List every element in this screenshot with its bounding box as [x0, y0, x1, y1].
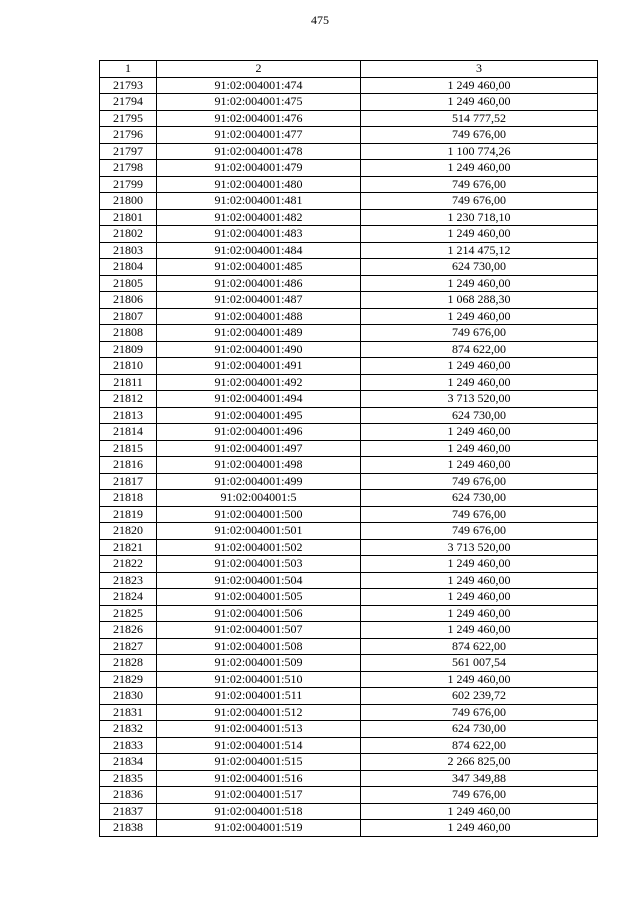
column-header-1: 1 [100, 61, 157, 78]
row-number-cell: 21796 [100, 127, 157, 144]
value-cell: 514 777,52 [361, 110, 598, 127]
cadastral-number-cell: 91:02:004001:513 [157, 721, 361, 738]
table-row [100, 770, 598, 787]
cadastral-number-cell: 91:02:004001:483 [157, 226, 361, 243]
value-cell: 1 249 460,00 [361, 374, 598, 391]
table-header [100, 61, 598, 78]
table-row [100, 391, 598, 408]
row-number-cell: 21806 [100, 292, 157, 309]
cadastral-number-cell: 91:02:004001:507 [157, 622, 361, 639]
value-cell: 749 676,00 [361, 473, 598, 490]
row-number-cell: 21822 [100, 556, 157, 573]
value-cell: 3 713 520,00 [361, 391, 598, 408]
row-number-cell: 21809 [100, 341, 157, 358]
value-cell: 1 249 460,00 [361, 308, 598, 325]
cadastral-number-cell: 91:02:004001:476 [157, 110, 361, 127]
table-row [100, 407, 598, 424]
table-row [100, 275, 598, 292]
table-row [100, 341, 598, 358]
row-number-cell: 21800 [100, 193, 157, 210]
row-number-cell: 21801 [100, 209, 157, 226]
value-cell: 2 266 825,00 [361, 754, 598, 771]
table-row [100, 638, 598, 655]
cadastral-number-cell: 91:02:004001:514 [157, 737, 361, 754]
cadastral-number-cell: 91:02:004001:509 [157, 655, 361, 672]
cadastral-number-cell: 91:02:004001:478 [157, 143, 361, 160]
cadastral-number-cell: 91:02:004001:503 [157, 556, 361, 573]
cadastral-number-cell: 91:02:004001:480 [157, 176, 361, 193]
row-number-cell: 21824 [100, 589, 157, 606]
row-number-cell: 21836 [100, 787, 157, 804]
table-row [100, 787, 598, 804]
value-cell: 624 730,00 [361, 490, 598, 507]
value-cell: 1 249 460,00 [361, 226, 598, 243]
registry-table [99, 60, 598, 837]
table-row [100, 242, 598, 259]
cadastral-number-cell: 91:02:004001:506 [157, 605, 361, 622]
row-number-cell: 21819 [100, 506, 157, 523]
cadastral-number-cell: 91:02:004001:497 [157, 440, 361, 457]
value-cell: 874 622,00 [361, 737, 598, 754]
table-row [100, 325, 598, 342]
table-row [100, 671, 598, 688]
row-number-cell: 21830 [100, 688, 157, 705]
table-row [100, 226, 598, 243]
table-body [100, 77, 598, 836]
value-cell: 1 249 460,00 [361, 671, 598, 688]
cadastral-number-cell: 91:02:004001:494 [157, 391, 361, 408]
cadastral-number-cell: 91:02:004001:499 [157, 473, 361, 490]
table-row [100, 292, 598, 309]
page-number: 475 [311, 13, 329, 27]
value-cell: 1 249 460,00 [361, 77, 598, 94]
row-number-cell: 21798 [100, 160, 157, 177]
row-number-cell: 21812 [100, 391, 157, 408]
row-number-cell: 21835 [100, 770, 157, 787]
table-row [100, 572, 598, 589]
row-number-cell: 21833 [100, 737, 157, 754]
row-number-cell: 21829 [100, 671, 157, 688]
value-cell: 1 249 460,00 [361, 424, 598, 441]
row-number-cell: 21797 [100, 143, 157, 160]
table-row [100, 193, 598, 210]
row-number-cell: 21807 [100, 308, 157, 325]
cadastral-number-cell: 91:02:004001:498 [157, 457, 361, 474]
table-row [100, 127, 598, 144]
value-cell: 624 730,00 [361, 407, 598, 424]
value-cell: 1 100 774,26 [361, 143, 598, 160]
cadastral-number-cell: 91:02:004001:510 [157, 671, 361, 688]
table-row [100, 737, 598, 754]
row-number-cell: 21821 [100, 539, 157, 556]
cadastral-number-cell: 91:02:004001:512 [157, 704, 361, 721]
cadastral-number-cell: 91:02:004001:490 [157, 341, 361, 358]
cadastral-number-cell: 91:02:004001:511 [157, 688, 361, 705]
value-cell: 749 676,00 [361, 787, 598, 804]
cadastral-number-cell: 91:02:004001:479 [157, 160, 361, 177]
column-header-3: 3 [361, 61, 598, 78]
value-cell: 1 249 460,00 [361, 622, 598, 639]
table-row [100, 424, 598, 441]
value-cell: 1 214 475,12 [361, 242, 598, 259]
cadastral-number-cell: 91:02:004001:474 [157, 77, 361, 94]
row-number-cell: 21805 [100, 275, 157, 292]
cadastral-number-cell: 91:02:004001:500 [157, 506, 361, 523]
table-row [100, 160, 598, 177]
cadastral-number-cell: 91:02:004001:482 [157, 209, 361, 226]
cadastral-number-cell: 91:02:004001:487 [157, 292, 361, 309]
table-row [100, 440, 598, 457]
cadastral-number-cell: 91:02:004001:515 [157, 754, 361, 771]
header-row [100, 61, 598, 78]
value-cell: 561 007,54 [361, 655, 598, 672]
table-row [100, 820, 598, 837]
row-number-cell: 21827 [100, 638, 157, 655]
value-cell: 1 249 460,00 [361, 160, 598, 177]
value-cell: 1 249 460,00 [361, 275, 598, 292]
row-number-cell: 21799 [100, 176, 157, 193]
row-number-cell: 21832 [100, 721, 157, 738]
table-row [100, 259, 598, 276]
value-cell: 1 249 460,00 [361, 440, 598, 457]
row-number-cell: 21795 [100, 110, 157, 127]
row-number-cell: 21813 [100, 407, 157, 424]
value-cell: 749 676,00 [361, 176, 598, 193]
cadastral-number-cell: 91:02:004001:505 [157, 589, 361, 606]
value-cell: 1 068 288,30 [361, 292, 598, 309]
row-number-cell: 21834 [100, 754, 157, 771]
column-header-2: 2 [157, 61, 361, 78]
table-row [100, 556, 598, 573]
cadastral-number-cell: 91:02:004001:495 [157, 407, 361, 424]
row-number-cell: 21838 [100, 820, 157, 837]
row-number-cell: 21816 [100, 457, 157, 474]
row-number-cell: 21817 [100, 473, 157, 490]
cadastral-number-cell: 91:02:004001:519 [157, 820, 361, 837]
cadastral-number-cell: 91:02:004001:477 [157, 127, 361, 144]
table-row [100, 539, 598, 556]
cadastral-number-cell: 91:02:004001:488 [157, 308, 361, 325]
value-cell: 874 622,00 [361, 638, 598, 655]
table-row [100, 94, 598, 111]
row-number-cell: 21831 [100, 704, 157, 721]
value-cell: 624 730,00 [361, 259, 598, 276]
value-cell: 1 249 460,00 [361, 556, 598, 573]
cadastral-number-cell: 91:02:004001:484 [157, 242, 361, 259]
value-cell: 749 676,00 [361, 523, 598, 540]
value-cell: 624 730,00 [361, 721, 598, 738]
value-cell: 1 230 718,10 [361, 209, 598, 226]
cadastral-number-cell: 91:02:004001:502 [157, 539, 361, 556]
cadastral-number-cell: 91:02:004001:486 [157, 275, 361, 292]
table-row [100, 457, 598, 474]
cadastral-number-cell: 91:02:004001:504 [157, 572, 361, 589]
value-cell: 602 239,72 [361, 688, 598, 705]
row-number-cell: 21810 [100, 358, 157, 375]
table-row [100, 803, 598, 820]
cadastral-number-cell: 91:02:004001:516 [157, 770, 361, 787]
table-row [100, 589, 598, 606]
table-row [100, 490, 598, 507]
value-cell: 1 249 460,00 [361, 457, 598, 474]
value-cell: 1 249 460,00 [361, 803, 598, 820]
value-cell: 874 622,00 [361, 341, 598, 358]
row-number-cell: 21808 [100, 325, 157, 342]
table-row [100, 523, 598, 540]
row-number-cell: 21837 [100, 803, 157, 820]
value-cell: 1 249 460,00 [361, 358, 598, 375]
table-row [100, 506, 598, 523]
table-row [100, 308, 598, 325]
cadastral-number-cell: 91:02:004001:501 [157, 523, 361, 540]
value-cell: 749 676,00 [361, 506, 598, 523]
table-row [100, 209, 598, 226]
row-number-cell: 21794 [100, 94, 157, 111]
row-number-cell: 21793 [100, 77, 157, 94]
cadastral-number-cell: 91:02:004001:481 [157, 193, 361, 210]
table-row [100, 655, 598, 672]
cadastral-number-cell: 91:02:004001:517 [157, 787, 361, 804]
row-number-cell: 21815 [100, 440, 157, 457]
table-row [100, 176, 598, 193]
value-cell: 749 676,00 [361, 127, 598, 144]
table-row [100, 374, 598, 391]
table-row [100, 605, 598, 622]
cadastral-number-cell: 91:02:004001:489 [157, 325, 361, 342]
table-row [100, 358, 598, 375]
value-cell: 749 676,00 [361, 704, 598, 721]
value-cell: 749 676,00 [361, 193, 598, 210]
value-cell: 3 713 520,00 [361, 539, 598, 556]
cadastral-number-cell: 91:02:004001:5 [157, 490, 361, 507]
row-number-cell: 21814 [100, 424, 157, 441]
cadastral-number-cell: 91:02:004001:485 [157, 259, 361, 276]
table-row [100, 622, 598, 639]
cadastral-number-cell: 91:02:004001:492 [157, 374, 361, 391]
table-row [100, 110, 598, 127]
row-number-cell: 21823 [100, 572, 157, 589]
row-number-cell: 21818 [100, 490, 157, 507]
cadastral-number-cell: 91:02:004001:491 [157, 358, 361, 375]
value-cell: 1 249 460,00 [361, 589, 598, 606]
table-row [100, 473, 598, 490]
value-cell: 1 249 460,00 [361, 820, 598, 837]
row-number-cell: 21820 [100, 523, 157, 540]
value-cell: 1 249 460,00 [361, 94, 598, 111]
row-number-cell: 21803 [100, 242, 157, 259]
cadastral-number-cell: 91:02:004001:496 [157, 424, 361, 441]
row-number-cell: 21804 [100, 259, 157, 276]
cadastral-number-cell: 91:02:004001:518 [157, 803, 361, 820]
cadastral-number-cell: 91:02:004001:508 [157, 638, 361, 655]
value-cell: 1 249 460,00 [361, 605, 598, 622]
table-row [100, 143, 598, 160]
table-row [100, 721, 598, 738]
value-cell: 1 249 460,00 [361, 572, 598, 589]
value-cell: 749 676,00 [361, 325, 598, 342]
row-number-cell: 21826 [100, 622, 157, 639]
table-row [100, 77, 598, 94]
table-row [100, 704, 598, 721]
cadastral-number-cell: 91:02:004001:475 [157, 94, 361, 111]
row-number-cell: 21825 [100, 605, 157, 622]
row-number-cell: 21811 [100, 374, 157, 391]
row-number-cell: 21828 [100, 655, 157, 672]
value-cell: 347 349,88 [361, 770, 598, 787]
row-number-cell: 21802 [100, 226, 157, 243]
table-row [100, 754, 598, 771]
table-row [100, 688, 598, 705]
